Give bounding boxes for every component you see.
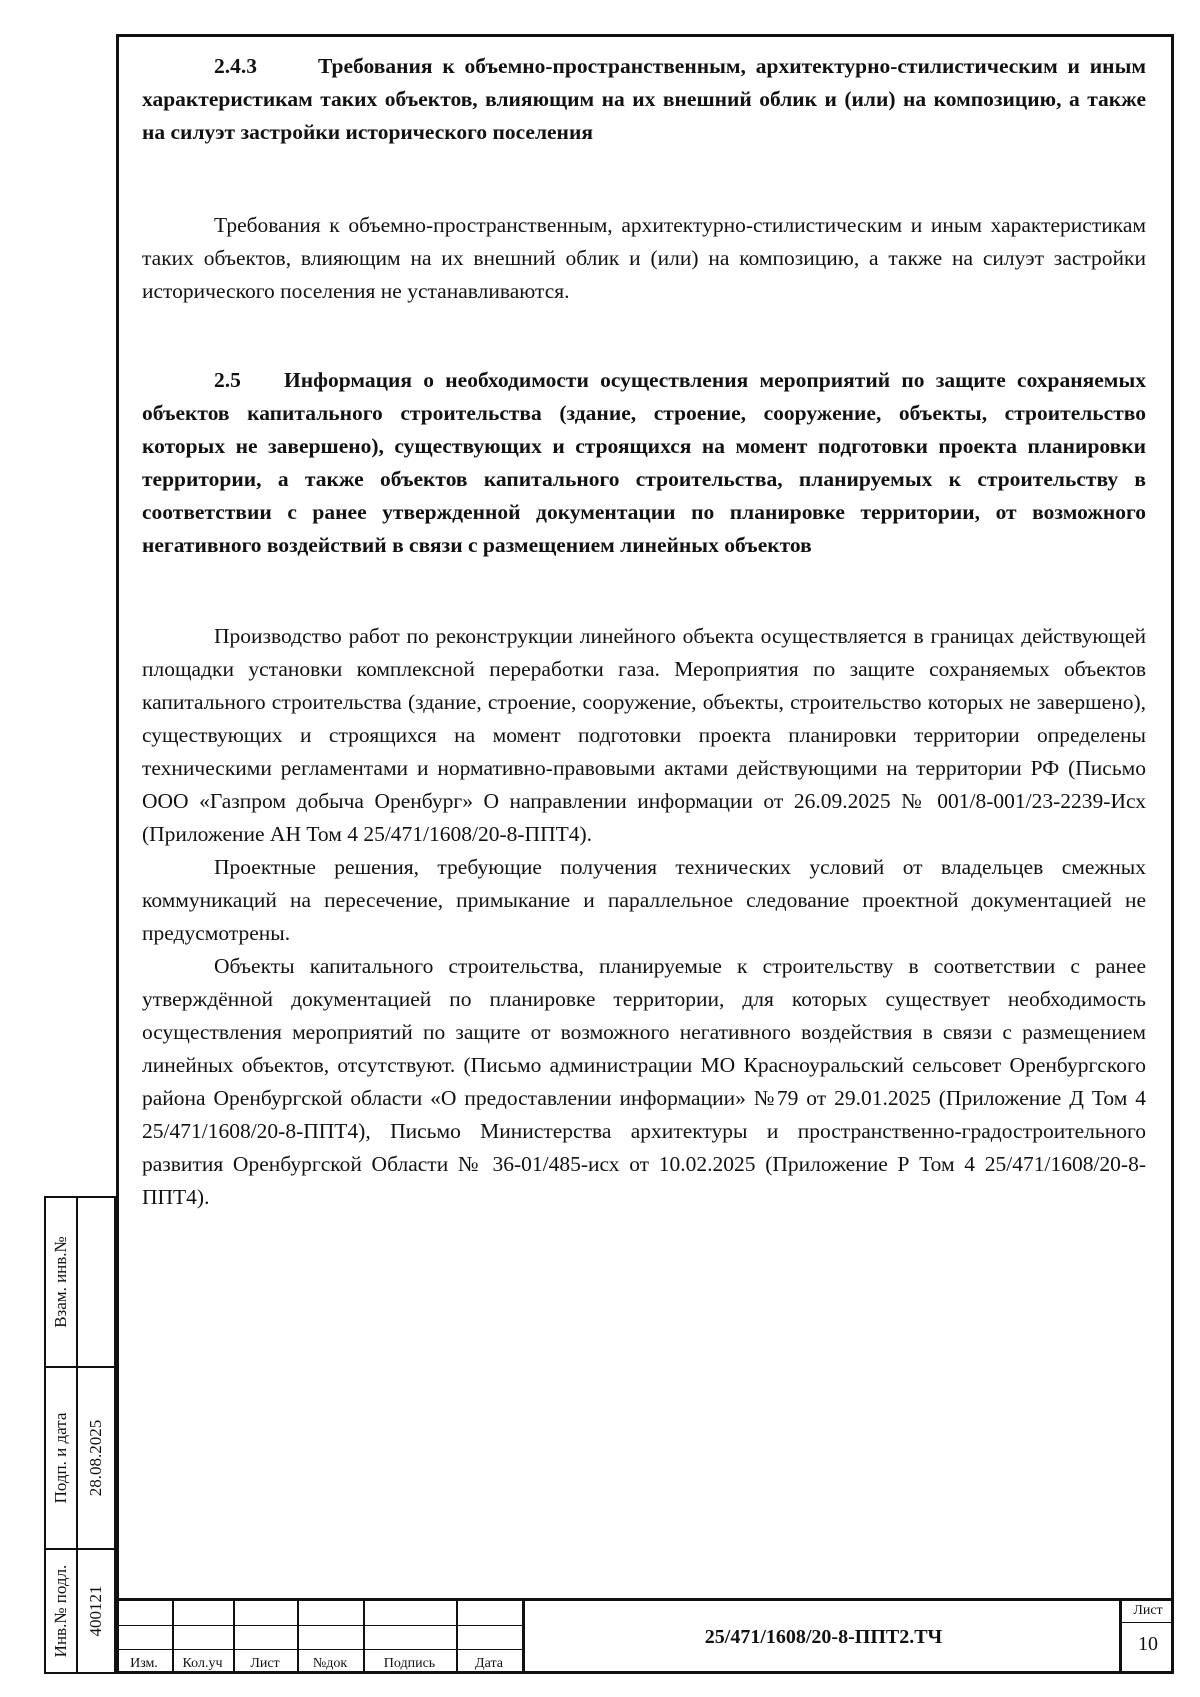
section-number: 2.5 (214, 368, 241, 392)
sheet-number: 10 (1138, 1633, 1158, 1655)
stamp-value: 400121 (86, 1585, 105, 1637)
stamp-vzam-inv (44, 1196, 116, 1368)
section-title: Информация о необходимости осуществления мероприятий по защите сохраняемых объектов капитального строительства (здание, строение, сооружение, объекты, строительство которых не завершено), существующих и строящихся на момент подготовки проекта планировки территории, а также объектов капитального строительства, планируемых к строительству в соответствии с ранее утвержденной документации по планировке территории, от возможного негативного воздействий в связи с размещением линейных объектов (142, 368, 1146, 557)
sheet-box (1119, 1601, 1174, 1674)
document-code: 25/471/1608/20-8-ППТ2.ТЧ (522, 1601, 1122, 1674)
revision-grid (116, 1601, 522, 1674)
column-label: Изм. (130, 1656, 158, 1671)
column-label: Кол.уч (182, 1656, 223, 1671)
stamp-label: Инв.№ подл. (51, 1564, 70, 1658)
title-block (116, 1598, 1174, 1674)
stamp-inv-podl (44, 1548, 116, 1674)
column-label: Подпись (383, 1656, 436, 1671)
column-label: №док (312, 1656, 348, 1671)
section-title: Требования к объемно-пространственным, архитектурно-стилистическим и иным характеристикам таких объектов, влияющим на их внешний облик и (или) на композицию, а также на силуэт застройки исторического поселения (142, 54, 1146, 144)
section-heading-2-4-3 (142, 50, 1146, 149)
sheet-label: Лист (1122, 1603, 1174, 1623)
stamp-label: Подп. и дата (51, 1412, 70, 1504)
section-number: 2.4.3 (214, 54, 257, 78)
column-label: Лист (250, 1656, 280, 1671)
paragraph: Объекты капитального строительства, планируемые к строительству в соответствии с ранее утверждённой документацией по планировке территории, для которых существует необходимость осуществления мероприятий по защите от возможного негативного воздействия в связи с размещением линейных объектов, отсутствуют. (Письмо администрации МО Красноуральский сельсовет Оренбургского района Оренбургской области «О предоставлении информации» №79 от 29.01.2025 (Приложение Д Том 4 25/471/1608/20-8-ППТ4), Письмо Министерства архитектуры и пространственно-градостроительного развития Оренбургской Области № 36-01/485-исх от 10.02.2025 (Приложение Р Том 4 25/471/1608/20-8-ППТ4). (142, 954, 1146, 1209)
paragraph: Проектные решения, требующие получения технических условий от владельцев смежных коммуникаций на пересечение, примыкание и параллельное следование проектной документацией не предусмотрены. (142, 855, 1146, 945)
paragraph: Требования к объемно-пространственным, архитектурно-стилистическим и иным характеристикам таких объектов, влияющим на их внешний облик и (или) на композицию, а также на силуэт застройки исторического поселения не устанавливаются. (142, 213, 1146, 303)
paragraph: Производство работ по реконструкции линейного объекта осуществляется в границах действующей площадки установки комплексной переработки газа. Мероприятия по защите сохраняемых объектов капитального строительства (здание, строение, сооружение, объекты, строительство которых не завершено), существующих и строящихся на момент подготовки проекта планировки территории определены техническими регламентами и нормативно-правовыми актами действующими на территории РФ (Письмо ООО «Газпром добыча Оренбург» О направлении информации от 26.09.2025 № 001/8-001/23-2239-Исх (Приложение АН Том 4 25/471/1608/20-8-ППТ4). (142, 624, 1146, 846)
document-body (142, 50, 1146, 1214)
stamp-value: 28.08.2025 (86, 1419, 105, 1497)
stamp-podp-data (44, 1366, 116, 1550)
section-heading-2-5 (142, 364, 1146, 562)
column-label: Дата (475, 1656, 503, 1671)
stamp-label: Взам. инв.№ (51, 1236, 70, 1328)
